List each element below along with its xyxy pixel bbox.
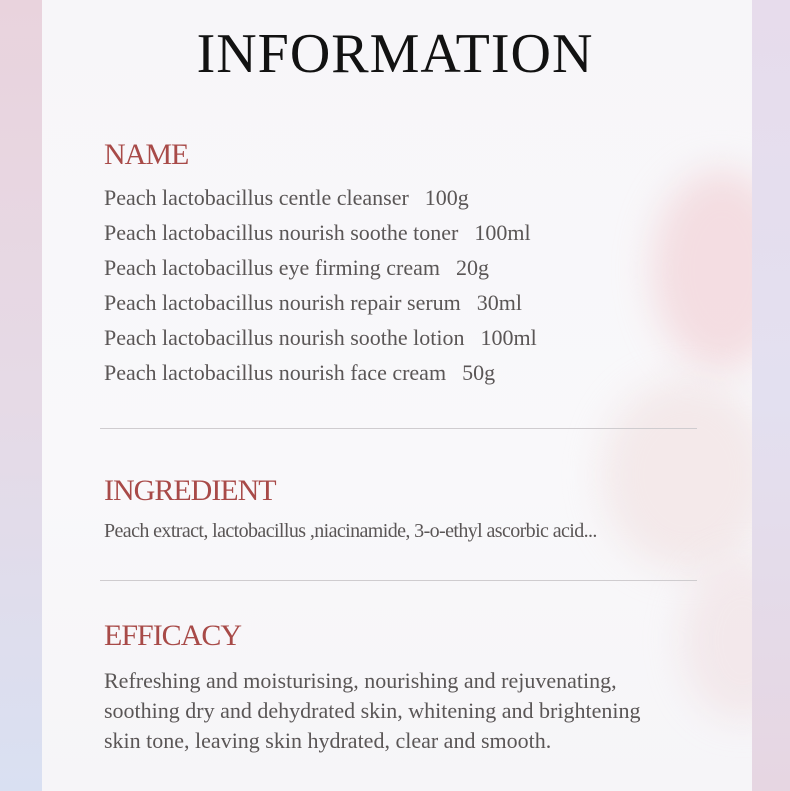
product-name: Peach lactobacillus nourish repair serum [104, 290, 461, 315]
product-size: 50g [462, 360, 496, 385]
name-heading: NAME [104, 138, 189, 171]
product-item [104, 215, 537, 250]
product-name: Peach lactobacillus nourish soothe toner [104, 220, 459, 245]
product-size: 100ml [474, 220, 531, 245]
product-item [104, 285, 537, 320]
product-name: Peach lactobacillus eye firming cream [104, 255, 440, 280]
efficacy-line: skin tone, leaving skin hydrated, clear and smooth. [104, 728, 552, 753]
product-item [104, 320, 537, 355]
flower-petal-decoration [652, 170, 752, 370]
flower-petal-decoration [602, 380, 752, 570]
efficacy-text [104, 666, 714, 756]
product-size: 100g [424, 185, 469, 210]
product-size: 30ml [476, 290, 523, 315]
efficacy-line: Refreshing and moisturising, nourishing and rejuvenating, [104, 668, 617, 693]
product-size: 100ml [480, 325, 537, 350]
page-title: INFORMATION [196, 23, 594, 85]
left-side-strip [0, 0, 42, 791]
efficacy-heading: EFFICACY [104, 619, 242, 652]
product-item [104, 355, 537, 390]
section-divider [100, 580, 697, 581]
right-side-strip [752, 0, 790, 791]
efficacy-line: soothing dry and dehydrated skin, whitening and brightening [104, 698, 641, 723]
product-size: 20g [455, 255, 489, 280]
ingredient-text: Peach extract, lactobacillus ,niacinamide, 3-o-ethyl ascorbic acid... [104, 520, 597, 542]
product-name: Peach lactobacillus nourish soothe lotion [104, 325, 465, 350]
product-item [104, 180, 537, 215]
product-name: Peach lactobacillus centle cleanser [104, 185, 409, 210]
product-name-list [104, 180, 537, 390]
product-name: Peach lactobacillus nourish face cream [104, 360, 447, 385]
section-divider [100, 428, 697, 429]
product-item [104, 250, 537, 285]
ingredient-heading: INGREDIENT [104, 474, 276, 507]
